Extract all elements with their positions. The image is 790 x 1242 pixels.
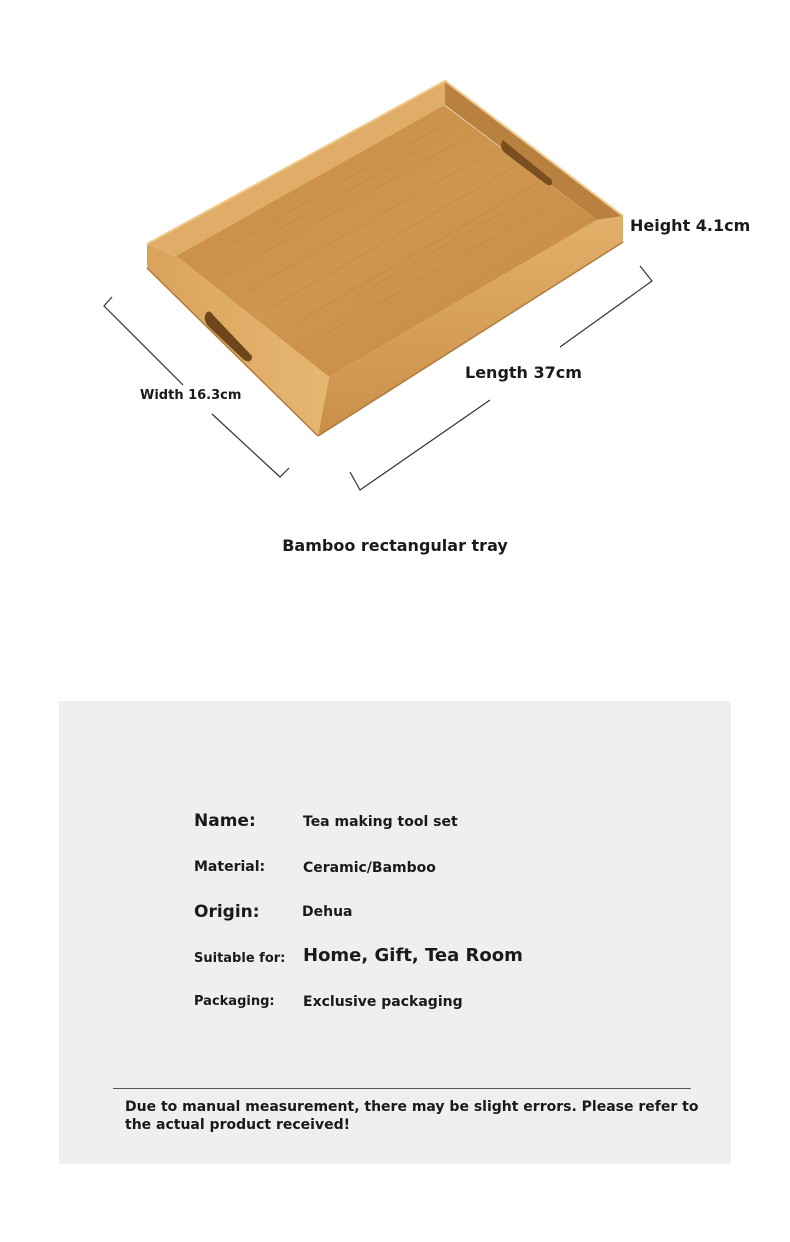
- spec-value-name: Tea making tool set: [303, 814, 458, 830]
- tray-figure: [0, 0, 790, 620]
- spec-label-packaging: Packaging:: [194, 994, 275, 1009]
- height-label: Height 4.1cm: [630, 216, 751, 235]
- spec-row-packaging: [59, 993, 731, 1023]
- spec-label-origin: Origin:: [194, 902, 260, 922]
- spec-value-origin: Dehua: [302, 904, 353, 920]
- measurement-notice: Due to manual measurement, there may be slight errors. Please refer to the actual product received!: [125, 1099, 699, 1133]
- width-label: Width 16.3cm: [140, 388, 242, 403]
- spec-label-name: Name:: [194, 811, 256, 831]
- spec-row-origin: [59, 902, 731, 932]
- spec-value-packaging: Exclusive packaging: [303, 994, 463, 1010]
- divider: [113, 1088, 691, 1089]
- spec-label-suitable: Suitable for:: [194, 951, 286, 966]
- spec-label-material: Material:: [194, 859, 266, 875]
- spec-row-material: [59, 858, 731, 888]
- spec-row-suitable: [59, 945, 731, 975]
- spec-panel: [59, 701, 731, 1164]
- spec-value-suitable: Home, Gift, Tea Room: [303, 945, 523, 966]
- bamboo-tray-image: [0, 0, 790, 620]
- length-label: Length 37cm: [465, 363, 582, 382]
- spec-value-material: Ceramic/Bamboo: [303, 860, 436, 876]
- product-caption: Bamboo rectangular tray: [282, 536, 508, 555]
- spec-row-name: [59, 811, 731, 841]
